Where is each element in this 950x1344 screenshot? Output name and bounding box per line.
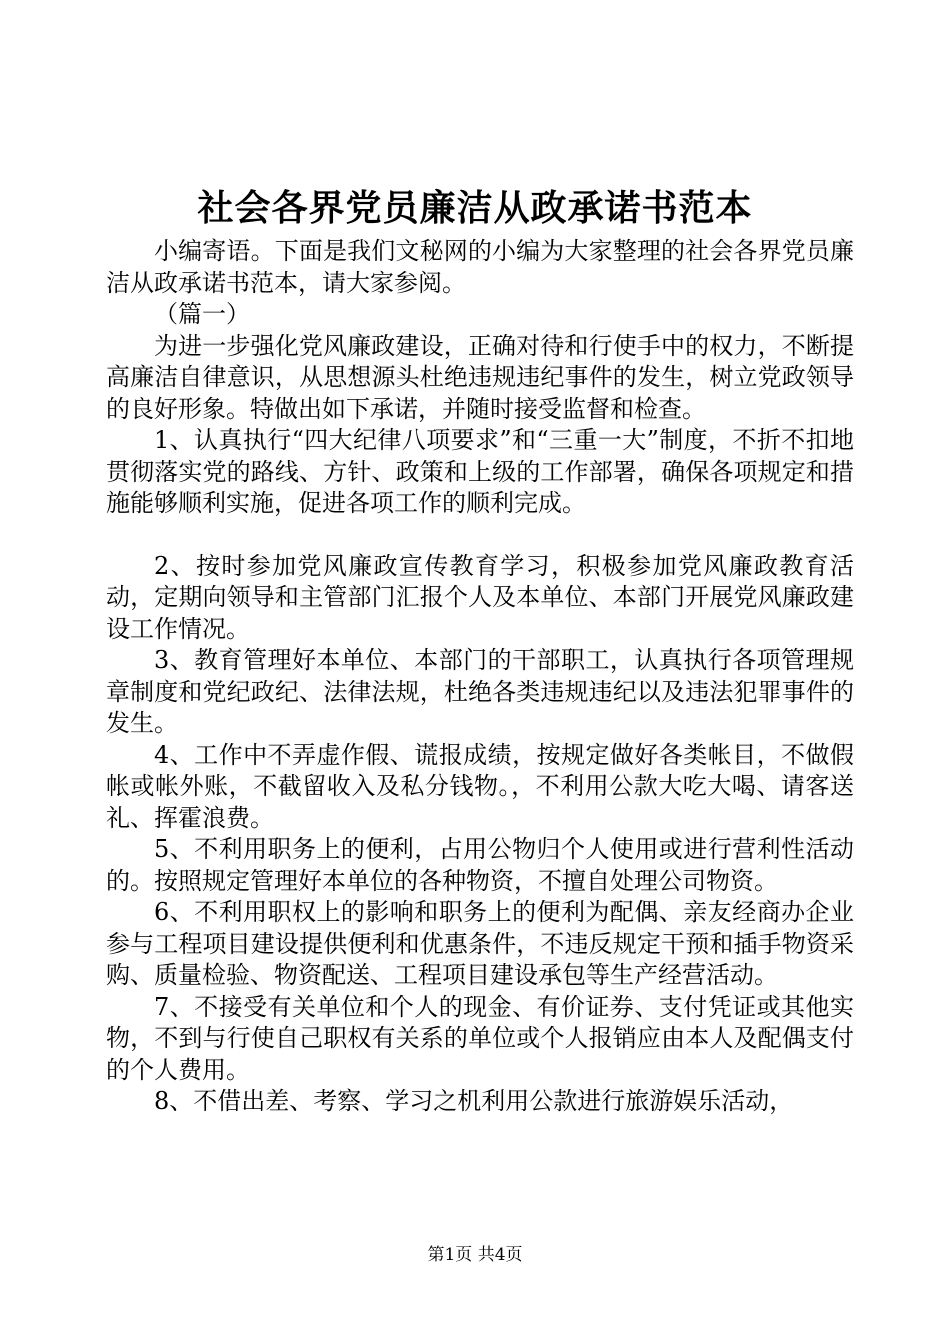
document-body bbox=[106, 236, 854, 1118]
commitment-item-1: 1、认真执行“四大纪律八项要求”和“三重一大”制度，不折不扣地贯彻落实党的路线、方针、政策和上级的工作部署，确保各项规定和措施能够顺利实施，促进各项工作的顺利完成。 bbox=[106, 426, 854, 517]
commitment-item-3: 3、教育管理好本单位、本部门的干部职工，认真执行各项管理规章制度和党纪政纪、法律法规，杜绝各类违规违纪以及违法犯罪事件的发生。 bbox=[106, 646, 854, 737]
commitment-item-7: 7、不接受有关单位和个人的现金、有价证券、支付凭证或其他实物，不到与行使自己职权有关系的单位或个人报销应由本人及配偶支付的个人费用。 bbox=[106, 992, 854, 1084]
commitment-item-8: 8、不借出差、考察、学习之机利用公款进行旅游娱乐活动， bbox=[154, 1087, 794, 1115]
intro-paragraph: 小编寄语。下面是我们文秘网的小编为大家整理的社会各界党员廉洁从政承诺书范本，请大家参阅。 bbox=[106, 237, 854, 297]
commitment-item-4: 4、工作中不弄虚作假、谎报成绩，按规定做好各类帐目，不做假帐或帐外账，不截留收入及私分钱物。，不利用公款大吃大喝、请客送礼、挥霍浪费。 bbox=[106, 740, 854, 832]
document-title: 社会各界党员廉洁从政承诺书范本 bbox=[197, 187, 753, 229]
commitment-item-2: 2、按时参加党风廉政宣传教育学习，积极参加党风廉政教育活动，定期向领导和主管部门汇报个人及本单位、本部门开展党风廉政建设工作情况。 bbox=[106, 551, 854, 643]
commitment-item-6: 6、不利用职权上的影响和职务上的便利为配偶、亲友经商办企业参与工程项目建设提供便利和优惠条件，不违反规定干预和插手物资采购、质量检验、物资配送、工程项目建设承包等生产经营活动。 bbox=[106, 898, 854, 989]
page-number-footer: 第1页 共4页 bbox=[427, 1245, 523, 1265]
preamble-paragraph: 为进一步强化党风廉政建设，正确对待和行使手中的权力，不断提高廉洁自律意识，从思想源头杜绝违规违纪事件的发生，树立党政领导的良好形象。特做出如下承诺，并随时接受监督和检查。 bbox=[106, 331, 854, 423]
commitment-item-5: 5、不利用职务上的便利，占用公物归个人使用或进行营利性活动的。按照规定管理好本单位的各种物资，不擅自处理公司物资。 bbox=[106, 835, 854, 895]
section-heading: （篇一） bbox=[154, 300, 250, 328]
